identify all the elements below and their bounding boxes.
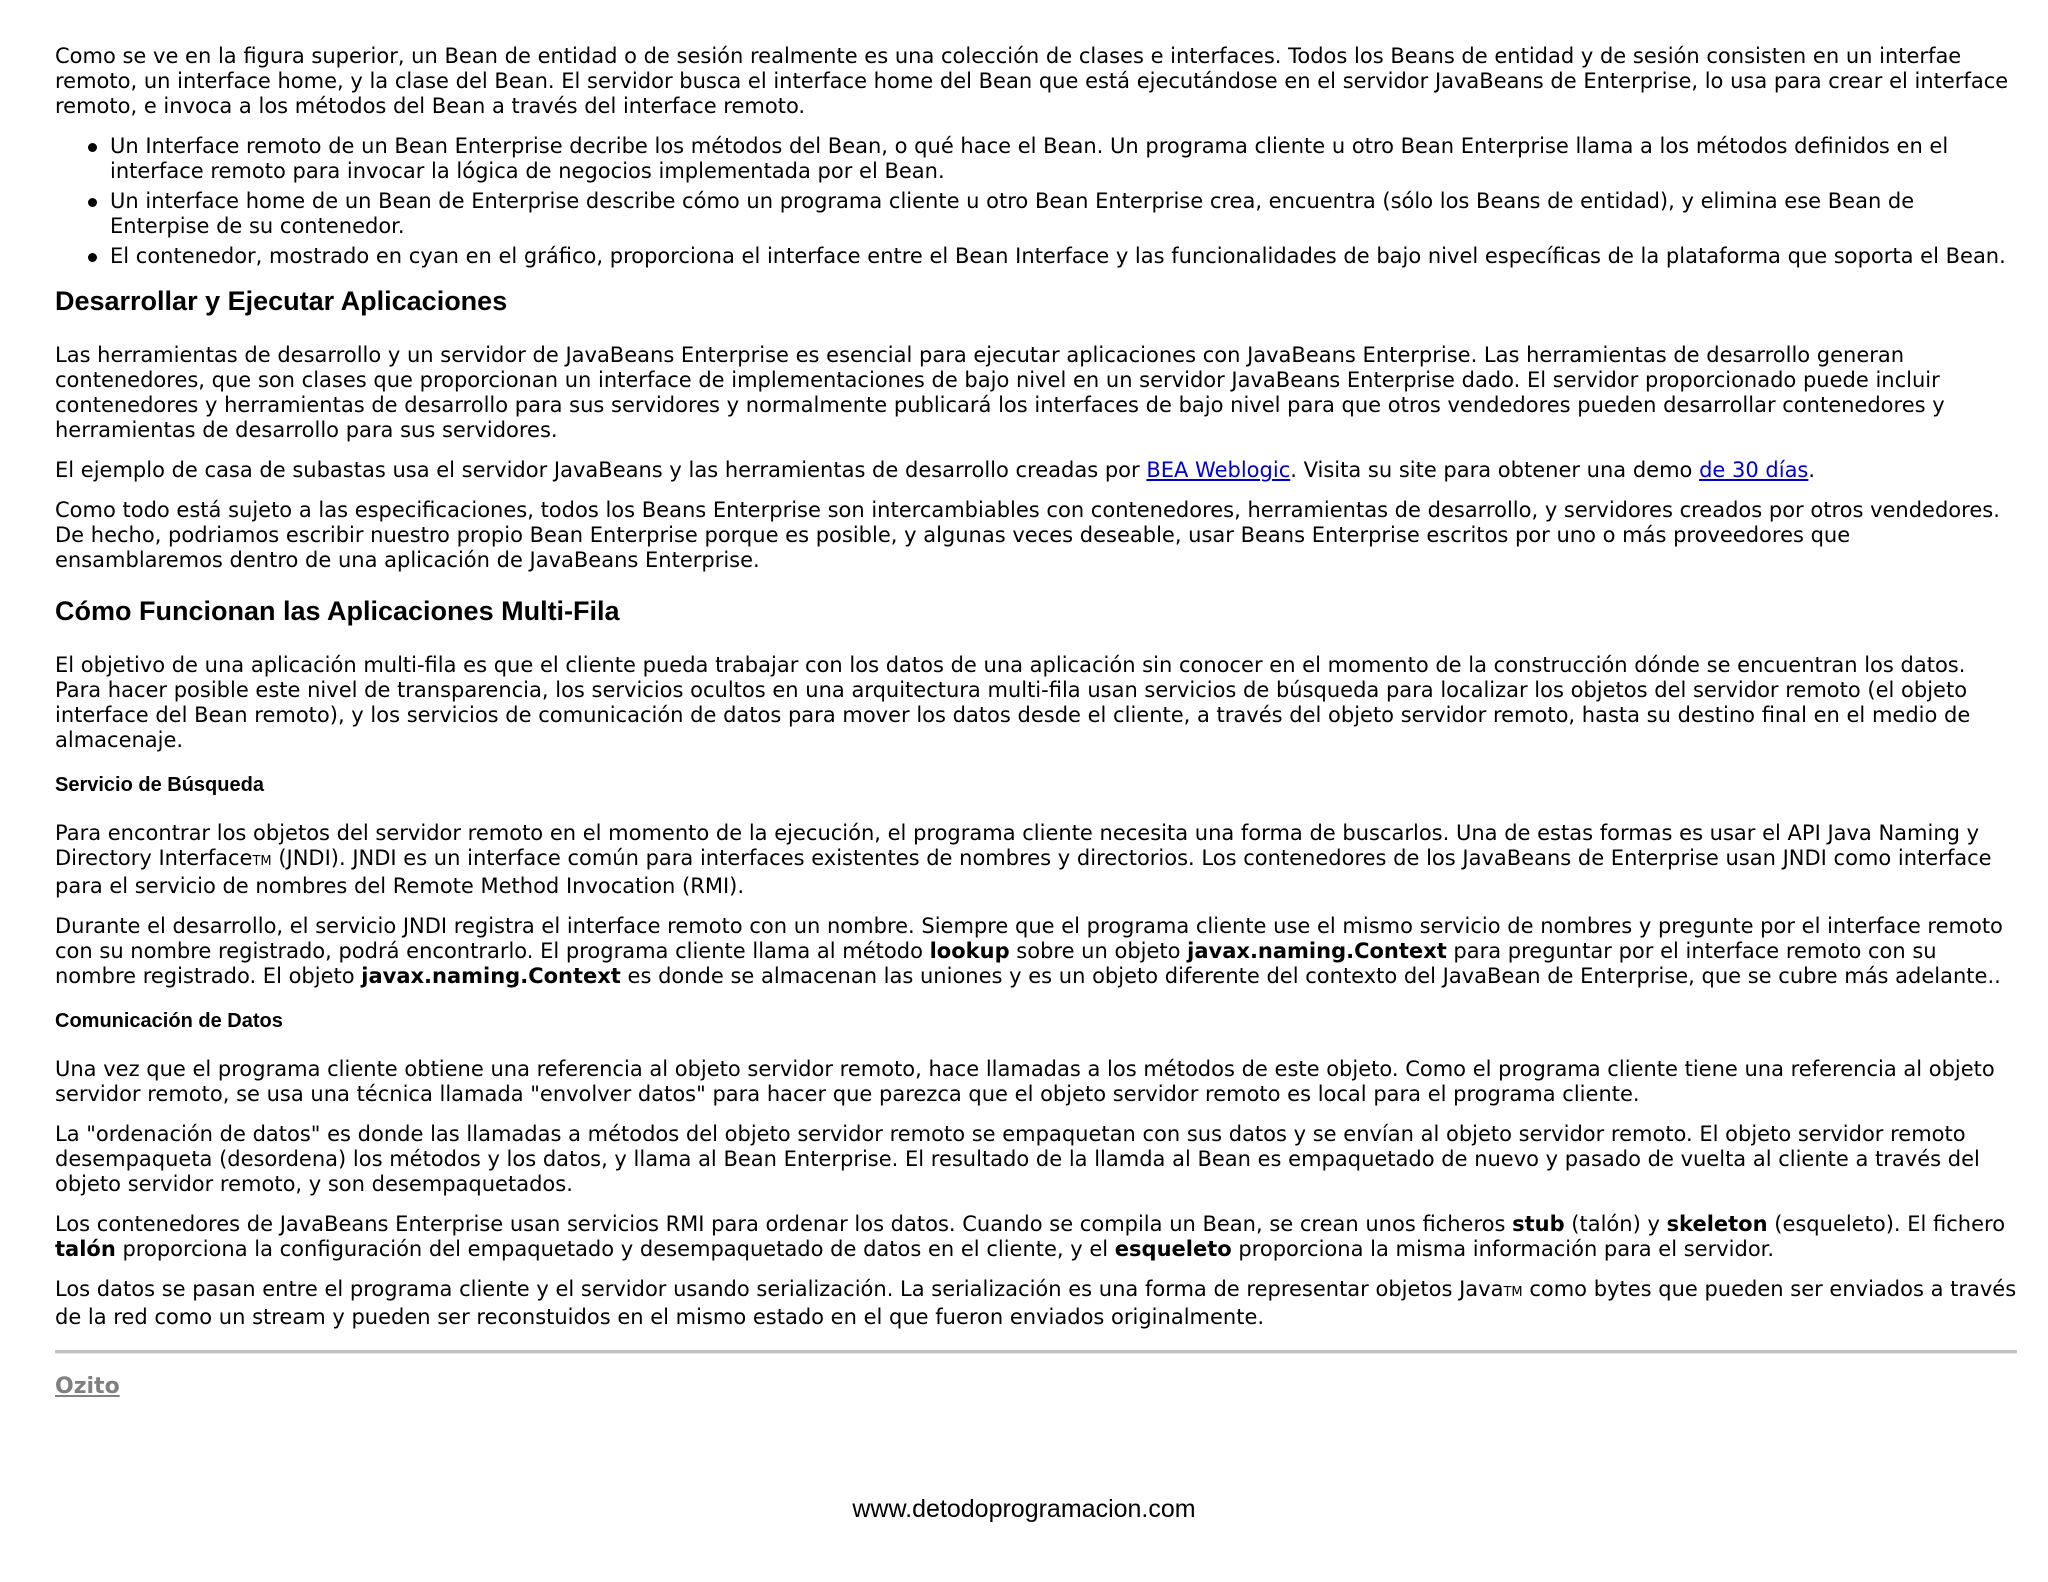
divider <box>55 1350 2017 1354</box>
text-span: Los datos se pasan entre el programa cliente y el servidor usando serialización. La serialización es una forma de representar objetos Java <box>55 1277 1504 1301</box>
subsection-heading-comunicacion: Comunicación de Datos <box>55 1010 283 1032</box>
bullet-dot-icon <box>88 198 97 207</box>
text-span: proporciona la configuración del empaquetado y desempaquetado de datos en el cliente, y el <box>115 1237 1115 1261</box>
text-span: es donde se almacenan las uniones y es un objeto diferente del contexto del JavaBean de Enterprise, que se cubre más adelante.. <box>620 964 2001 988</box>
list-item-text: El contenedor, mostrado en cyan en el gráfico, proporciona el interface entre el Bean Interface y las funcionalidades de bajo nivel específicas de la plataforma que soporta el Bean. <box>110 244 2006 268</box>
code-term: javax.naming.Context <box>1187 939 1447 963</box>
text-span: proporciona la misma información para el servidor. <box>1231 1237 1775 1261</box>
demo-30-days-link[interactable]: de 30 días <box>1699 458 1809 482</box>
trademark-mark: TM <box>1503 1285 1523 1300</box>
text-span: como bytes que pueden ser enviados a través de la red como un stream y pueden ser reconstuidos en el mismo estado en el que fueron enviados originalmente. <box>55 1277 2017 1329</box>
document-body <box>55 44 2017 1399</box>
bullet-dot-icon <box>88 143 97 152</box>
section-heading-multi-fila: Cómo Funcionan las Aplicaciones Multi-Fila <box>55 596 620 626</box>
code-term: skeleton <box>1666 1212 1768 1236</box>
text-span: (talón) y <box>1564 1212 1667 1236</box>
text-span: Los contenedores de JavaBeans Enterprise usan servicios RMI para ordenar los datos. Cuando se compila un Bean, se crean unos ficheros <box>55 1212 1513 1236</box>
list-item-text: Un Interface remoto de un Bean Enterprise decribe los métodos del Bean, o qué hace el Bean. Un programa cliente u otro Bean Enterprise llama a los métodos definidos en el interface remoto para invocar la lógica de negocios implementada por el Bean. <box>110 134 1949 183</box>
text-span: . <box>1808 458 1816 482</box>
watermark-text: www.detodoprogramacion.com <box>852 1495 1196 1523</box>
text-span: para preguntar por el interface remoto con su nombre registrado. El objeto <box>55 939 1937 988</box>
code-term: esqueleto <box>1114 1237 1232 1261</box>
list-item-text: Un interface home de un Bean de Enterprise describe cómo un programa cliente u otro Bean Enterprise crea, encuentra (sólo los Beans de entidad), y elimina ese Bean de Enterpise de su contenedor. <box>110 189 1915 238</box>
paragraph: Las herramientas de desarrollo y un servidor de JavaBeans Enterprise es esencial para ejecutar aplicaciones con JavaBeans Enterprise. Las herramientas de desarrollo generan contenedores, que son clases que proporcionan un interface de implementaciones de bajo nivel en un servidor JavaBeans Enterprise dado. El servidor proporcionado puede incluir contenedores y herramientas de desarrollo para sus servidores y normalmente publicará los interfaces de bajo nivel para que otros vendedores pueden desarrollar contenedores y herramientas de desarrollo para sus servidores. <box>55 343 1945 442</box>
list-item <box>110 244 2017 269</box>
list-item <box>110 189 2017 239</box>
bullet-dot-icon <box>88 253 97 262</box>
text-span: (JNDI). JNDI es un interface común para interfaces existentes de nombres y directorios. Los contenedores de los JavaBeans de Enterprise usan JNDI como interface para el servicio de nombres del Remote Method Invocation (RMI). <box>55 846 1992 898</box>
bullet-list <box>55 134 2017 269</box>
text-span: Para encontrar los objetos del servidor remoto en el momento de la ejecución, el programa cliente necesita una forma de buscarlos. Una de estas formas es usar el API Java Naming y Directory Interface <box>55 821 1980 870</box>
text-span: (esqueleto). El fichero <box>1767 1212 2006 1236</box>
paragraph <box>55 1212 2017 1262</box>
list-item <box>110 134 2017 184</box>
code-term: lookup <box>929 939 1010 963</box>
subsection-heading-busqueda: Servicio de Búsqueda <box>55 774 264 796</box>
paragraph <box>55 1277 2017 1330</box>
text-span: El ejemplo de casa de subastas usa el servidor JavaBeans y las herramientas de desarrollo creadas por <box>55 458 1147 482</box>
text-span: Durante el desarrollo, el servicio JNDI registra el interface remoto con un nombre. Siempre que el programa cliente use el mismo servicio de nombres y pregunte por el interface remoto con su nombre registrado, podrá encontrarlo. El programa cliente llama al método <box>55 914 2003 963</box>
paragraph-with-links <box>55 458 2017 483</box>
paragraph: La "ordenación de datos" es donde las llamadas a métodos del objeto servidor remoto se empaquetan con sus datos y se envían al objeto servidor remoto. El objeto servidor remoto desempaqueta (desordena) los métodos y los datos, y llama al Bean Enterprise. El resultado de la llamda al Bean es empaquetado de nuevo y pasado de vuelta al cliente a través del objeto servidor remoto, y son desempaquetados. <box>55 1122 1980 1196</box>
intro-paragraph: Como se ve en la figura superior, un Bean de entidad o de sesión realmente es una colección de clases e interfaces. Todos los Beans de entidad y de sesión consisten en un interfae remoto, un interface home, y la clase del Bean. El servidor busca el interface home del Bean que está ejecutándose en el servidor JavaBeans de Enterprise, lo usa para crear el interface remoto, e invoca a los métodos del Bean a través del interface remoto. <box>55 44 2009 118</box>
code-term: talón <box>55 1237 116 1261</box>
paragraph <box>55 914 2017 989</box>
paragraph: Como todo está sujeto a las especificaciones, todos los Beans Enterprise son intercambiables con contenedores, herramientas de desarrollo, y servidores creados por otros vendedores. De hecho, podriamos escribir nuestro propio Bean Enterprise porque es posible, y algunas veces deseable, usar Beans Enterprise escritos por uno o más proveedores que ensamblaremos dentro de una aplicación de JavaBeans Enterprise. <box>55 498 2000 572</box>
code-term: stub <box>1512 1212 1565 1236</box>
section-heading-desarrollar: Desarrollar y Ejecutar Aplicaciones <box>55 286 508 316</box>
paragraph: El objetivo de una aplicación multi-fila es que el cliente pueda trabajar con los datos de una aplicación sin conocer en el momento de la construcción dónde se encuentran los datos. Para hacer posible este nivel de transparencia, los servicios ocultos en una arquitectura multi-fila usan servicios de búsqueda para localizar los objetos del servidor remoto (el objeto interface del Bean remoto), y los servicios de comunicación de datos para mover los datos desde el cliente, a través del objeto servidor remoto, hasta su destino final en el medio de almacenaje. <box>55 653 1971 752</box>
paragraph: Una vez que el programa cliente obtiene una referencia al objeto servidor remoto, hace llamadas a los métodos de este objeto. Como el programa cliente tiene una referencia al objeto servidor remoto, se usa una técnica llamada "envolver datos" para hacer que parezca que el objeto servidor remoto es local para el programa cliente. <box>55 1057 1995 1106</box>
bea-weblogic-link[interactable]: BEA Weblogic <box>1146 458 1291 482</box>
text-span: sobre un objeto <box>1009 939 1188 963</box>
code-term: javax.naming.Context <box>361 964 621 988</box>
trademark-mark: TM <box>252 854 272 869</box>
paragraph <box>55 821 2017 899</box>
ozito-link[interactable]: Ozito <box>55 1374 120 1399</box>
text-span: . Visita su site para obtener una demo <box>1290 458 1700 482</box>
